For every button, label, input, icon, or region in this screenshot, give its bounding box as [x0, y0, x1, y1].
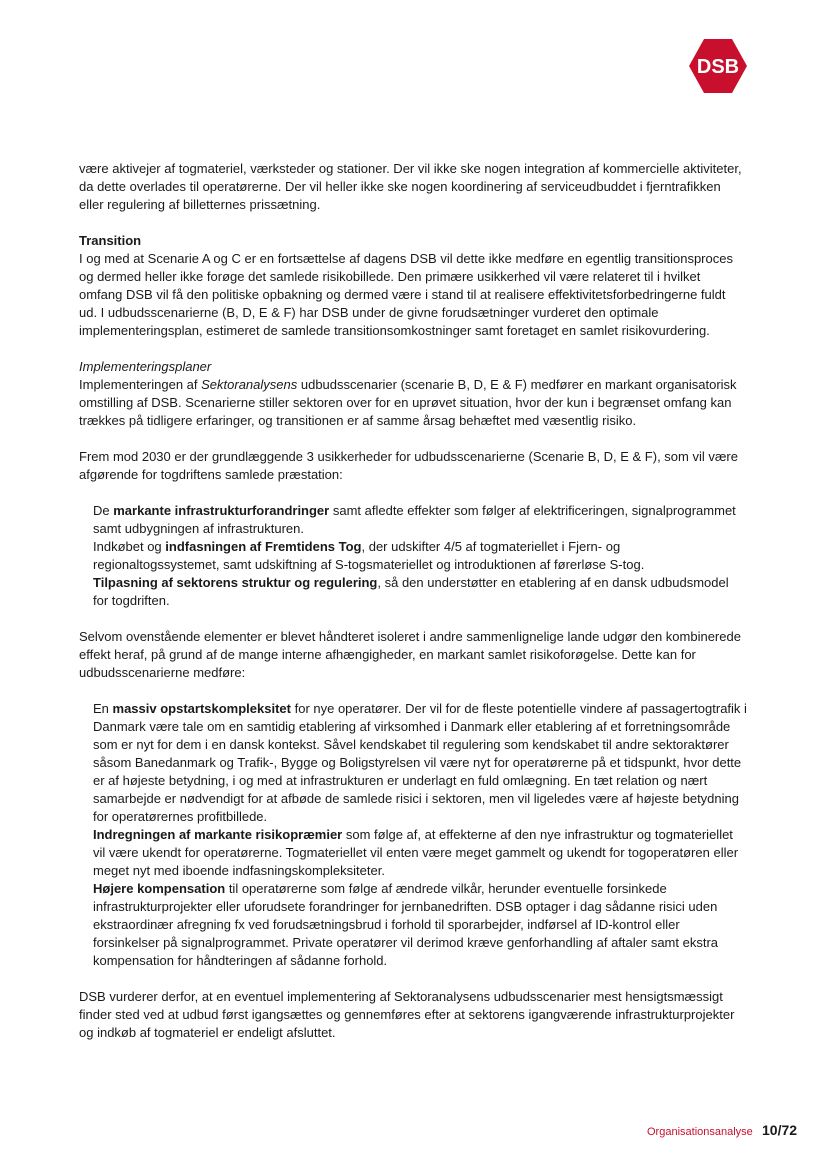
list-item: Tilpasning af sektorens struktur og regulering, så den understøtter en etablering af en dansk udbudsmodel for togdriften. — [93, 575, 729, 608]
list-item: Højere kompensation til operatørerne som følge af ændrede vilkår, herunder eventuelle forsinkede infrastrukturprojekter eller uforudsete forandringer for jernbanedriften. DSB optager i dag sådanne risici uden ekstraordinær afregning fx ved forudsætningsbrud i forhold til sporarbejder, indførsel af ID-kontrol eller forsinkelser på signalprogrammet. Private operatører vil derimod kræve genforhandling af aftaler samt ekstra kompensation for håndteringen af sådanne forhold. — [93, 881, 718, 968]
dsb-logo-icon — [687, 37, 749, 95]
heading-implementeringsplaner: Implementeringsplaner — [79, 359, 212, 374]
footer-section-label: Organisationsanalyse — [647, 1126, 753, 1138]
page-content — [79, 160, 747, 1042]
logo-text: DSB — [696, 56, 740, 78]
paragraph-selvom: Selvom ovenstående elementer er blevet håndteret isoleret i andre sammenlignelige lande udgør den kombinerede effekt heraf, på grund af de mange interne afhængigheder, en markant samlet risikoforøgelse. Dette kan for udbudsscenarierne medføre: — [79, 629, 741, 680]
list-item: En massiv opstartskompleksitet for nye operatører. Der vil for de fleste potentielle vindere af passagertogtrafik i Danmark være tale om en samtidig etablering af virksomhed i Danmark eller etablering af et forretningsområde som er nyt for dem i en dansk kontekst. Såvel kendskabet til regulering som kendskabet til andre sektoraktører såsom Banedanmark og Trafik-, Bygge og Boligstyrelsen vil være nyt for operatørerne på et tidspunkt, hvor dette er af højeste betydning, i og med at infrastrukturen er underlagt en fuld omlægning. En tæt relation og nært samarbejde er nødvendigt for at afbøde de samlede risici i sektoren, men vil ligeledes være af højeste betydning for operatørernes profitbillede. — [93, 701, 747, 824]
dsb-logo — [687, 37, 749, 95]
list-item: De markante infrastrukturforandringer samt afledte effekter som følger af elektrificeringen, signalprogrammet samt udbygningen af infrastrukturen. — [93, 503, 736, 536]
heading-transition: Transition — [79, 233, 142, 248]
paragraph-2030: Frem mod 2030 er der grundlæggende 3 usikkerheder for udbudsscenarierne (Scenarie B, D, E & F), som vil være afgørende for togdriftens samlede præstation: — [79, 449, 738, 482]
list-usikkerheder — [79, 502, 747, 610]
list-item: Indregningen af markante risikopræmier som følge af, at effekterne af den nye infrastruktur og togmateriellet vil være ukendt for operatørerne. Togmateriellet vil enten være meget gammelt og ukendt for togoperatøren eller meget nyt med iboende indfasningskompleksiteter. — [93, 827, 739, 878]
list-item: Indkøbet og indfasningen af Fremtidens Tog, der udskifter 4/5 af togmateriellet i Fjern- og regionaltogssystemet, samt udskiftning af S-togsmateriellet og introduktionen af førerløse S-tog. — [93, 539, 645, 572]
paragraph-intro: være aktivejer af togmateriel, værksteder og stationer. Der vil ikke ske nogen integration af kommercielle aktiviteter, da dette overlades til operatørerne. Der vil heller ikke ske nogen koordinering af serviceudbuddet i fjerntrafikken eller regulering af billetternes prissætning. — [79, 161, 742, 212]
paragraph-conclusion: DSB vurderer derfor, at en eventuel implementering af Sektoranalysens udbudsscenarier mest hensigtsmæssigt finder sted ved at udbud først igangsættes og gennemføres efter at sektorens igangværende infrastrukturprojekter og indkøb af togmateriel er endeligt afsluttet. — [79, 989, 735, 1040]
paragraph-transition: I og med at Scenarie A og C er en fortsættelse af dagens DSB vil dette ikke medføre en egentlig transitionsproces og dermed heller ikke forøge det samlede risikobillede. Den primære usikkerhed vil være relateret til i hvilket omfang DSB vil få den politiske opbakning og dermed være i stand til at realisere effektivitetsforbedringerne fuldt ud. I udbudsscenarierne (B, D, E & F) har DSB under de givne forudsætninger vurderet den optimale implementeringsplan, estimeret de samlede transitionsomkostninger samt foretaget en samlet risikovurdering. — [79, 251, 733, 338]
paragraph-implementering: Implementeringen af Sektoranalysens udbudsscenarier (scenarie B, D, E & F) medfører en markant organisatorisk omstilling af DSB. Scenarierne stiller sektoren over for en uprøvet situation, hvor der kun i begrænset omfang kan trækkes på tidligere erfaringer, og transitionen er af samme årsag behæftet med væsentlig risiko. — [79, 377, 737, 428]
page-number: 10/72 — [762, 1122, 798, 1138]
list-konsekvenser — [79, 700, 747, 970]
